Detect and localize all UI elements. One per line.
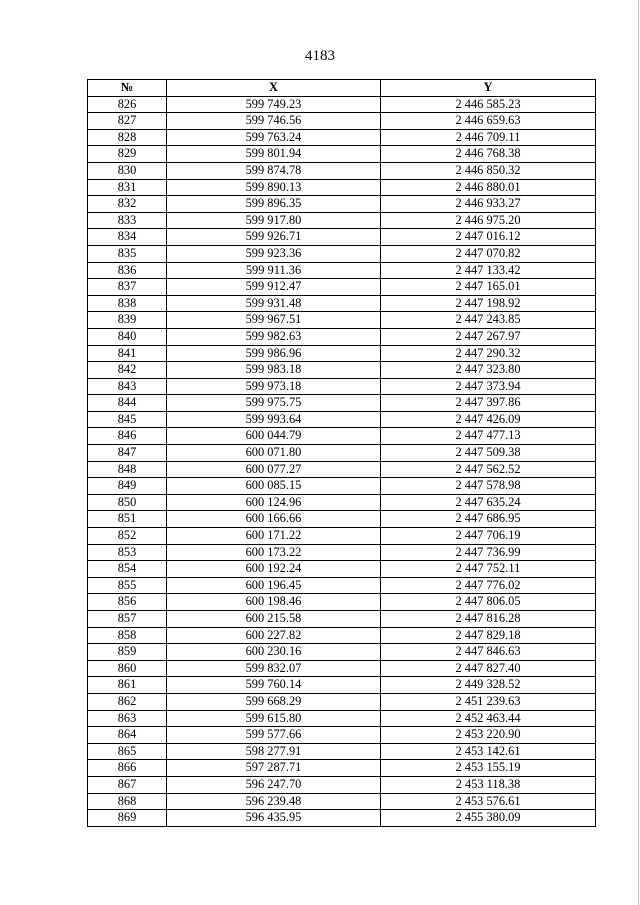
cell-number: 834 xyxy=(88,229,167,246)
cell-x: 599 890.13 xyxy=(167,179,381,196)
cell-x: 600 196.45 xyxy=(167,577,381,594)
cell-x: 600 044.79 xyxy=(167,428,381,445)
cell-y: 2 446 975.20 xyxy=(381,212,596,229)
table-row xyxy=(88,411,596,428)
header-y: Y xyxy=(381,80,596,97)
cell-x: 599 982.63 xyxy=(167,328,381,345)
cell-y: 2 446 585.23 xyxy=(381,96,596,113)
cell-x: 599 975.75 xyxy=(167,395,381,412)
cell-number: 855 xyxy=(88,577,167,594)
table-row xyxy=(88,577,596,594)
table-row xyxy=(88,627,596,644)
cell-number: 827 xyxy=(88,113,167,130)
table-row xyxy=(88,776,596,793)
cell-number: 857 xyxy=(88,611,167,628)
cell-x: 599 983.18 xyxy=(167,362,381,379)
table-row xyxy=(88,312,596,329)
cell-x: 600 230.16 xyxy=(167,644,381,661)
cell-number: 853 xyxy=(88,544,167,561)
cell-number: 839 xyxy=(88,312,167,329)
cell-y: 2 447 267.97 xyxy=(381,328,596,345)
cell-number: 867 xyxy=(88,776,167,793)
cell-x: 600 124.96 xyxy=(167,494,381,511)
cell-y: 2 447 509.38 xyxy=(381,445,596,462)
table-row xyxy=(88,179,596,196)
table-row xyxy=(88,378,596,395)
coordinates-table xyxy=(87,79,596,827)
cell-x: 599 896.35 xyxy=(167,196,381,213)
cell-y: 2 447 816.28 xyxy=(381,611,596,628)
table-row xyxy=(88,461,596,478)
cell-y: 2 446 709.11 xyxy=(381,129,596,146)
cell-y: 2 447 846.63 xyxy=(381,644,596,661)
cell-x: 599 993.64 xyxy=(167,411,381,428)
table-row xyxy=(88,245,596,262)
cell-y: 2 453 220.90 xyxy=(381,727,596,744)
cell-y: 2 447 373.94 xyxy=(381,378,596,395)
cell-x: 600 227.82 xyxy=(167,627,381,644)
table-row xyxy=(88,810,596,827)
cell-y: 2 447 736.99 xyxy=(381,544,596,561)
cell-y: 2 446 659.63 xyxy=(381,113,596,130)
cell-x: 600 173.22 xyxy=(167,544,381,561)
table-row xyxy=(88,511,596,528)
cell-x: 597 287.71 xyxy=(167,760,381,777)
cell-x: 600 198.46 xyxy=(167,594,381,611)
cell-number: 846 xyxy=(88,428,167,445)
table-row xyxy=(88,113,596,130)
table-body xyxy=(88,96,596,826)
cell-number: 852 xyxy=(88,528,167,545)
cell-number: 850 xyxy=(88,494,167,511)
cell-y: 2 447 578.98 xyxy=(381,478,596,495)
cell-x: 599 926.71 xyxy=(167,229,381,246)
table-row xyxy=(88,561,596,578)
table-row xyxy=(88,710,596,727)
cell-number: 843 xyxy=(88,378,167,395)
header-number: № xyxy=(88,80,167,97)
table-row xyxy=(88,395,596,412)
cell-y: 2 446 850.32 xyxy=(381,162,596,179)
cell-y: 2 447 635.24 xyxy=(381,494,596,511)
cell-y: 2 447 706.19 xyxy=(381,528,596,545)
table-row xyxy=(88,129,596,146)
cell-number: 869 xyxy=(88,810,167,827)
table-row xyxy=(88,279,596,296)
cell-x: 599 746.56 xyxy=(167,113,381,130)
cell-y: 2 447 752.11 xyxy=(381,561,596,578)
cell-x: 599 749.23 xyxy=(167,96,381,113)
cell-x: 596 239.48 xyxy=(167,793,381,810)
cell-number: 862 xyxy=(88,693,167,710)
cell-number: 856 xyxy=(88,594,167,611)
cell-x: 600 166.66 xyxy=(167,511,381,528)
cell-y: 2 447 070.82 xyxy=(381,245,596,262)
cell-x: 599 801.94 xyxy=(167,146,381,163)
table-row xyxy=(88,345,596,362)
cell-number: 842 xyxy=(88,362,167,379)
cell-y: 2 447 806.05 xyxy=(381,594,596,611)
cell-x: 596 435.95 xyxy=(167,810,381,827)
cell-number: 868 xyxy=(88,793,167,810)
cell-number: 826 xyxy=(88,96,167,113)
cell-x: 599 874.78 xyxy=(167,162,381,179)
cell-number: 835 xyxy=(88,245,167,262)
header-x: X xyxy=(167,80,381,97)
cell-number: 837 xyxy=(88,279,167,296)
cell-y: 2 447 165.01 xyxy=(381,279,596,296)
cell-number: 860 xyxy=(88,660,167,677)
table-row xyxy=(88,644,596,661)
table-row xyxy=(88,96,596,113)
cell-number: 838 xyxy=(88,295,167,312)
cell-number: 833 xyxy=(88,212,167,229)
table-row xyxy=(88,212,596,229)
cell-y: 2 446 933.27 xyxy=(381,196,596,213)
cell-y: 2 453 155.19 xyxy=(381,760,596,777)
cell-x: 596 247.70 xyxy=(167,776,381,793)
cell-y: 2 447 243.85 xyxy=(381,312,596,329)
cell-x: 599 763.24 xyxy=(167,129,381,146)
page-edge xyxy=(638,0,639,905)
cell-number: 865 xyxy=(88,743,167,760)
cell-number: 844 xyxy=(88,395,167,412)
cell-y: 2 453 142.61 xyxy=(381,743,596,760)
cell-number: 861 xyxy=(88,677,167,694)
cell-number: 858 xyxy=(88,627,167,644)
cell-number: 845 xyxy=(88,411,167,428)
cell-x: 600 071.80 xyxy=(167,445,381,462)
cell-x: 599 911.36 xyxy=(167,262,381,279)
cell-number: 848 xyxy=(88,461,167,478)
cell-number: 829 xyxy=(88,146,167,163)
table-row xyxy=(88,611,596,628)
cell-number: 830 xyxy=(88,162,167,179)
cell-x: 599 923.36 xyxy=(167,245,381,262)
cell-number: 831 xyxy=(88,179,167,196)
table-row xyxy=(88,328,596,345)
cell-x: 599 760.14 xyxy=(167,677,381,694)
cell-y: 2 452 463.44 xyxy=(381,710,596,727)
table-row xyxy=(88,362,596,379)
cell-y: 2 446 880.01 xyxy=(381,179,596,196)
table-row xyxy=(88,528,596,545)
table-row xyxy=(88,677,596,694)
cell-y: 2 447 426.09 xyxy=(381,411,596,428)
table-row xyxy=(88,295,596,312)
table-row xyxy=(88,727,596,744)
table-header-row xyxy=(88,80,596,97)
cell-x: 599 668.29 xyxy=(167,693,381,710)
cell-number: 854 xyxy=(88,561,167,578)
table-row xyxy=(88,494,596,511)
cell-number: 828 xyxy=(88,129,167,146)
cell-y: 2 447 016.12 xyxy=(381,229,596,246)
table-row xyxy=(88,743,596,760)
cell-number: 847 xyxy=(88,445,167,462)
table-row xyxy=(88,262,596,279)
cell-x: 599 973.18 xyxy=(167,378,381,395)
table-row xyxy=(88,693,596,710)
cell-y: 2 447 686.95 xyxy=(381,511,596,528)
cell-y: 2 447 829.18 xyxy=(381,627,596,644)
cell-x: 599 931.48 xyxy=(167,295,381,312)
cell-x: 600 192.24 xyxy=(167,561,381,578)
table-row xyxy=(88,428,596,445)
cell-x: 598 277.91 xyxy=(167,743,381,760)
cell-number: 851 xyxy=(88,511,167,528)
cell-number: 863 xyxy=(88,710,167,727)
table-row xyxy=(88,196,596,213)
cell-x: 599 967.51 xyxy=(167,312,381,329)
cell-y: 2 453 118.38 xyxy=(381,776,596,793)
cell-y: 2 447 827.40 xyxy=(381,660,596,677)
table-row xyxy=(88,478,596,495)
cell-x: 600 171.22 xyxy=(167,528,381,545)
cell-y: 2 455 380.09 xyxy=(381,810,596,827)
cell-y: 2 446 768.38 xyxy=(381,146,596,163)
cell-y: 2 447 776.02 xyxy=(381,577,596,594)
cell-x: 600 077.27 xyxy=(167,461,381,478)
cell-x: 600 085.15 xyxy=(167,478,381,495)
cell-x: 599 615.80 xyxy=(167,710,381,727)
cell-y: 2 447 198.92 xyxy=(381,295,596,312)
cell-x: 599 917.80 xyxy=(167,212,381,229)
cell-y: 2 447 562.52 xyxy=(381,461,596,478)
cell-number: 832 xyxy=(88,196,167,213)
cell-number: 841 xyxy=(88,345,167,362)
cell-number: 849 xyxy=(88,478,167,495)
table-row xyxy=(88,660,596,677)
table-row xyxy=(88,760,596,777)
cell-y: 2 447 477.13 xyxy=(381,428,596,445)
page-number: 4183 xyxy=(305,48,335,64)
cell-x: 599 577.66 xyxy=(167,727,381,744)
cell-y: 2 453 576.61 xyxy=(381,793,596,810)
table-row xyxy=(88,793,596,810)
cell-y: 2 447 133.42 xyxy=(381,262,596,279)
cell-y: 2 447 323.80 xyxy=(381,362,596,379)
table-row xyxy=(88,594,596,611)
cell-number: 864 xyxy=(88,727,167,744)
cell-number: 840 xyxy=(88,328,167,345)
cell-y: 2 447 290.32 xyxy=(381,345,596,362)
table-row xyxy=(88,146,596,163)
table-row xyxy=(88,445,596,462)
cell-number: 836 xyxy=(88,262,167,279)
table-row xyxy=(88,544,596,561)
table-row xyxy=(88,229,596,246)
cell-x: 599 832.07 xyxy=(167,660,381,677)
cell-x: 599 912.47 xyxy=(167,279,381,296)
cell-x: 599 986.96 xyxy=(167,345,381,362)
cell-y: 2 451 239.63 xyxy=(381,693,596,710)
cell-number: 866 xyxy=(88,760,167,777)
cell-number: 859 xyxy=(88,644,167,661)
cell-y: 2 449 328.52 xyxy=(381,677,596,694)
table-row xyxy=(88,162,596,179)
cell-y: 2 447 397.86 xyxy=(381,395,596,412)
cell-x: 600 215.58 xyxy=(167,611,381,628)
